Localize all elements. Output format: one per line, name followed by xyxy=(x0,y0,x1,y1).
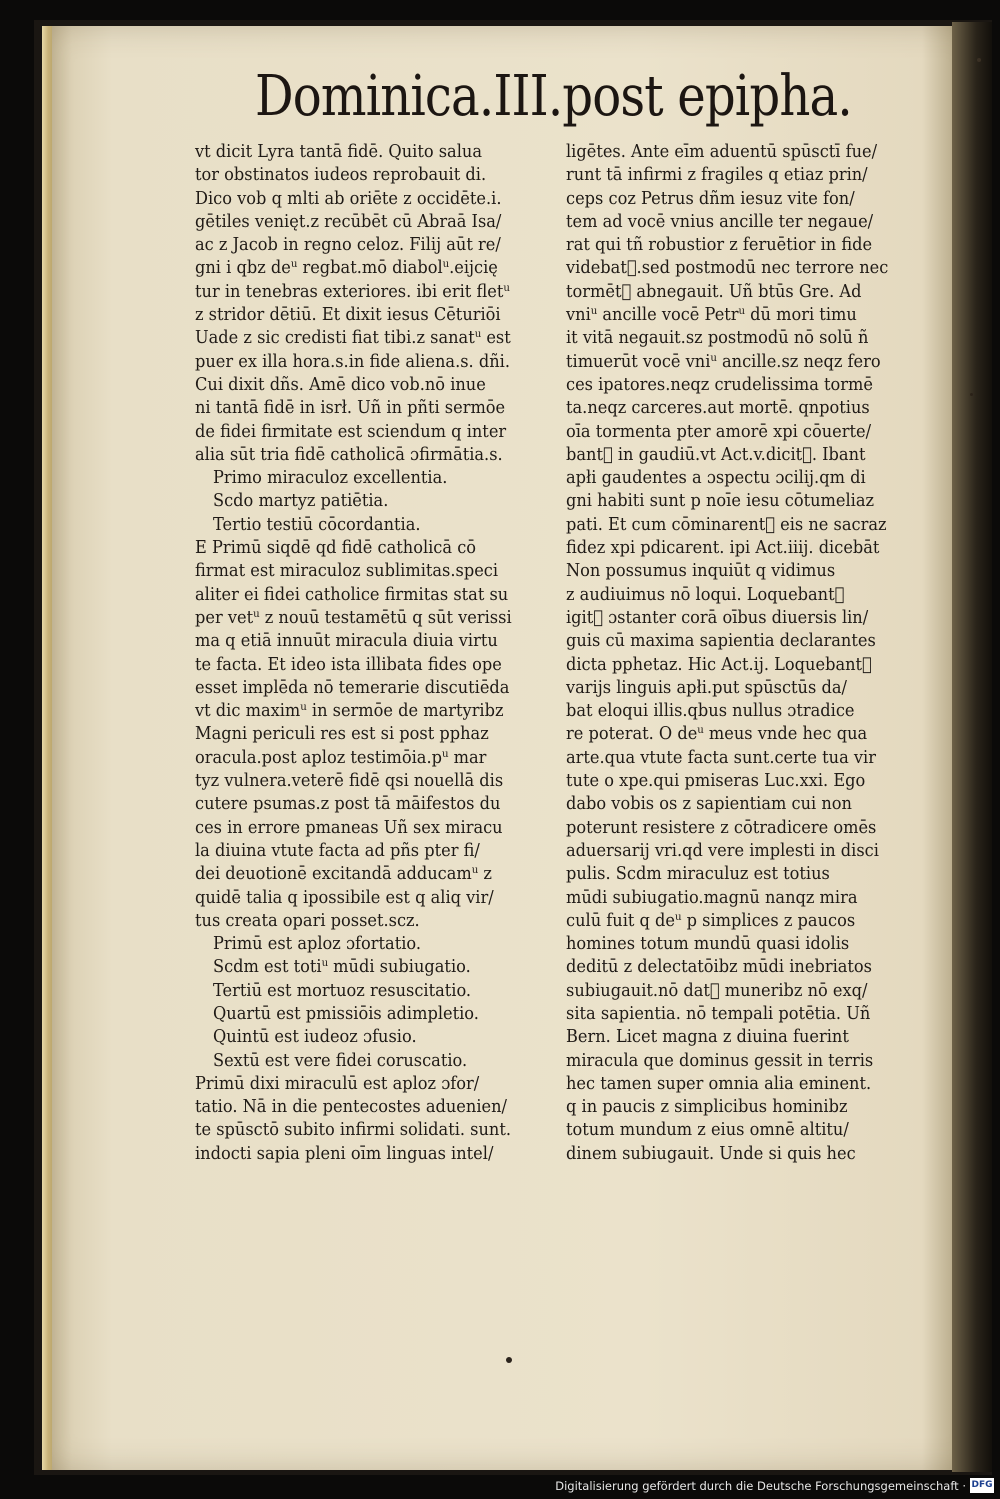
text-line: pulis. Scdm miraculuz est totius xyxy=(566,863,830,885)
text-line: dabo vobis os z sapientiam cui non xyxy=(566,793,852,815)
text-line: pati. Et cum cōminarentᷓ eis ne sacraz xyxy=(566,513,887,535)
text-line: poterunt resistere z cōtradicere omēs xyxy=(566,816,877,838)
text-line: Scdm est totiᵘ mūdi subiugatio. xyxy=(213,956,471,978)
text-line: la diuina vtute facta ad pñs pter fi/ xyxy=(195,839,480,861)
text-line: ligētes. Ante eīm aduentū spūsctī fue/ xyxy=(566,141,878,162)
text-line: hec tamen super omnia alia eminent. xyxy=(566,1072,872,1094)
text-line: Tertio testiū cōcordantia. xyxy=(213,513,421,535)
text-line: re poterat. O deᵘ meus vnde hec qua xyxy=(566,723,868,745)
text-line: guis cū maxima sapientia declarantes xyxy=(566,630,876,652)
text-line: Non possumus inquiūt q vidimus xyxy=(566,560,836,582)
text-line: miracula que dominus gessit in terris xyxy=(566,1049,874,1071)
digitization-credit: Digitalisierung gefördert durch die Deutsche Forschungsgemeinschaft · xyxy=(555,1479,966,1493)
text-line: Quintū est iudeoz ɔfusio. xyxy=(213,1026,417,1048)
text-line: gni i qbz deᵘ regbat.mō diabolᵘ.eijcię xyxy=(195,257,498,279)
text-line: oīa tormenta pter amorē xpi cōuerte/ xyxy=(566,420,872,442)
text-line: tur in tenebras exteriores. ibi erit fletᵘ xyxy=(195,280,510,302)
dfg-logo: DFG xyxy=(970,1478,994,1493)
text-line: ac z Jacob in regno celoz. Filij aūt re/ xyxy=(195,234,501,256)
text-line: cutere psumas.z post tā māifestos du xyxy=(195,793,501,815)
text-line: Dico vob q mlti ab oriēte z occidēte.i. xyxy=(195,187,502,209)
text-line: dicta pphetaz. Hic Act.ij. Loquebantᷓ xyxy=(566,653,872,675)
text-line: per vetᵘ z nouū testamētū q sūt verissi xyxy=(195,606,512,628)
text-line: ni tantā fidē in isrł. Uñ in pñti sermōe xyxy=(195,397,506,419)
text-line: mūdi subiugatio.magnū nanqz mira xyxy=(566,886,858,908)
text-line: Sextū est vere fidei coruscatio. xyxy=(213,1049,468,1071)
text-line: tyz vulnera.veterē fidē qsi nouellā dis xyxy=(195,770,504,792)
text-line: z audiuimus nō loqui. Loquebantᷓ xyxy=(566,583,845,605)
text-line: oracula.post aploz testimōia.pᵘ mar xyxy=(195,746,487,768)
text-line: tus creata opari posset.scz. xyxy=(195,909,420,931)
text-line: sita sapientia. nō tempali potētia. Uñ xyxy=(566,1002,871,1024)
text-line: aduersarij vri.qd vere implesti in disci xyxy=(566,839,879,861)
text-line: esset implēda nō temerarie discutiēda xyxy=(195,676,510,698)
text-line: ma q etiā innuūt miracula diuia virtu xyxy=(195,630,498,652)
text-line: Primū est aploz ɔfortatio. xyxy=(213,933,422,955)
footer-bar xyxy=(0,1476,1000,1499)
text-line: ces in errore pmaneas Uñ sex miracu xyxy=(195,816,503,838)
book-gutter xyxy=(952,22,992,1472)
text-line: aliter ei fidei catholice firmitas stat su xyxy=(195,583,509,605)
text-line: Tertiū est mortuoz resuscitatio. xyxy=(213,979,472,1001)
text-line: indocti sapia pleni oīm linguas intel/ xyxy=(195,1142,494,1164)
left-text-column xyxy=(195,140,547,1165)
page-edge xyxy=(42,26,52,1470)
text-line: timuerūt vocē vniᵘ ancille.sz neqz fero xyxy=(566,350,881,372)
text-line: videbatᷓ.sed postmodū nec terrore nec xyxy=(566,257,889,279)
text-line: homines totum mundū quasi idolis xyxy=(566,933,850,955)
text-line: rat qui tñ robustior z feruētior in fide xyxy=(566,234,873,256)
text-line: vt dicit Lyra tantā fidē. Quito salua xyxy=(195,141,483,162)
text-line: quidē talia q ipossibile est q aliq vir/ xyxy=(195,886,494,908)
text-line: Cui dixit dñs. Amē dico vob.nō inue xyxy=(195,373,486,395)
text-line: gētiles venięt.z recūbēt cū Abraā Isa/ xyxy=(195,210,502,232)
text-line: ceps coz Petrus dñm iesuz vite fon/ xyxy=(566,187,855,209)
text-line: tormētᷓ abnegauit. Uñ btūs Gre. Ad xyxy=(566,280,862,302)
text-line: alia sūt tria fidē catholicā ɔfirmātia.s. xyxy=(195,443,503,465)
margin-speck xyxy=(970,393,973,396)
text-line: tute o xpe.qui pmiseras Luc.xxi. Ego xyxy=(566,770,866,792)
text-line: tor obstinatos iudeos reprobauit di. xyxy=(195,164,487,186)
text-line: Quartū est pmissiōis adimpletio. xyxy=(213,1002,479,1024)
text-line: puer ex illa hora.s.in fide aliena.s. dñi. xyxy=(195,350,510,372)
text-line: Primū dixi miraculū est aploz ɔfor/ xyxy=(195,1072,480,1094)
text-line: vt dic maximᵘ in sermōe de martyribz xyxy=(195,700,504,722)
text-line: ces ipatores.neqz crudelissima tormē xyxy=(566,373,873,395)
text-line: tatio. Nā in die pentecostes aduenien/ xyxy=(195,1096,508,1118)
text-line: Uade z sic credisti fiat tibi.z sanatᵘ est xyxy=(195,327,511,349)
ink-dot xyxy=(506,1357,512,1363)
running-head: Dominica.III.post epipha. xyxy=(255,64,852,129)
text-line: deditū z delectatōibz mūdi inebriatos xyxy=(566,956,872,978)
text-line: totum mundum z eius omnē altitu/ xyxy=(566,1119,849,1141)
text-line: arte.qua vtute facta sunt.certe tua vir xyxy=(566,746,876,768)
text-line: tem ad vocē vnius ancille ter negaue/ xyxy=(566,210,874,232)
text-line: fidez xpi pdicarent. ipi Act.iiij. dicebāt xyxy=(566,537,880,559)
text-line: q in paucis z simplicibus hominibz xyxy=(566,1096,848,1118)
text-line: apłi gaudentes a ɔspectu ɔcilij.qm di xyxy=(566,467,866,489)
text-line: Magni periculi res est si post pphaz xyxy=(195,723,489,745)
text-line: te facta. Et ideo ista illibata fides ope xyxy=(195,653,502,675)
text-line: varijs linguis apłi.put spūsctūs da/ xyxy=(566,676,847,698)
text-line: igitᷓ ɔstanter corā oībus diuersis lin/ xyxy=(566,606,869,628)
text-line: ta.neqz carceres.aut mortē. qnpotius xyxy=(566,397,870,419)
text-line: culū fuit q deᵘ p simplices z paucos xyxy=(566,909,856,931)
text-line: vniᵘ ancille vocē Petrᵘ dū mori timu xyxy=(566,304,857,326)
right-text-column xyxy=(566,140,936,1165)
text-line: bat eloqui illis.qbus nullus ɔtradice xyxy=(566,700,855,722)
text-line: dei deuotionē excitandā adducamᵘ z xyxy=(195,863,492,885)
text-line: te spūsctō subito infirmi solidati. sunt. xyxy=(195,1119,512,1141)
text-line: subiugauit.nō datᷓ muneribz nō exq/ xyxy=(566,979,868,1001)
text-line: runt tā infirmi z fragiles q etiaz prin/ xyxy=(566,164,868,186)
text-line: E Primū siqdē qd fidē catholicā cō xyxy=(195,537,477,559)
text-line: Bern. Licet magna z diuina fuerint xyxy=(566,1026,849,1048)
margin-speck xyxy=(977,58,981,62)
text-line: Scdo martyz patiētia. xyxy=(213,490,389,512)
text-line: firmat est miraculoz sublimitas.speci xyxy=(195,560,499,582)
text-line: dinem subiugauit. Unde si quis hec xyxy=(566,1142,856,1164)
text-line: Primo miraculoz excellentia. xyxy=(213,467,448,489)
text-line: gni habiti sunt p noīe iesu cōtumeliaz xyxy=(566,490,875,512)
text-line: de fidei firmitate est sciendum q inter xyxy=(195,420,507,442)
text-line: it vitā negauit.sz postmodū nō solū ñ xyxy=(566,327,869,349)
text-line: z stridor dētiū. Et dixit iesus Cēturiōi xyxy=(195,304,501,326)
text-line: bantᷓ in gaudiū.vt Act.v.dicitᷓ. Ibant xyxy=(566,443,866,465)
